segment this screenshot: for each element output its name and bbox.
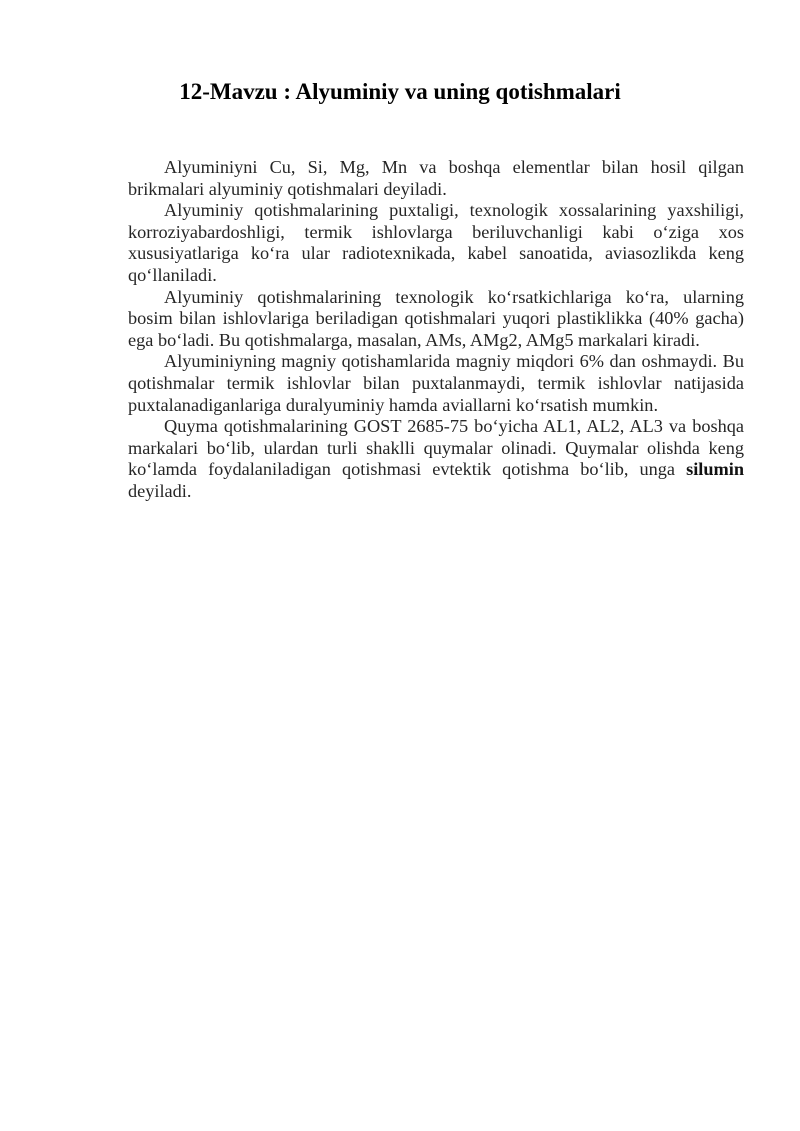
paragraph-4: Alyuminiyning magniy qotishamlarida magniy miqdori 6% dan oshmaydi. Bu qotishmalar termik ishlovlar bilan puxtalanmaydi, termik ishlovlar natijasida puxtalanadiganlariga duralyuminiy hamda aviallarni ko‘rsatish mumkin. [128,351,744,415]
page-title: 12-Mavzu : Alyuminiy va uning qotishmalari [179,79,621,104]
paragraph-5-tail: deyiladi. [128,480,192,501]
paragraph-3: Alyuminiy qotishmalarining texnologik ko‘rsatkichlariga ko‘ra, ularning bosim bilan ishlovlariga beriladigan qotishmalari yuqori plastiklikka (40% gacha) ega bo‘ladi. Bu qotishmalarga, masalan, AMs, AMg2, AMg5 markalari kiradi. [128,286,744,350]
paragraph-5 [128,416,744,502]
bold-term: silumin [686,459,744,480]
document-body [128,157,744,503]
paragraph-1: Alyuminiyni Cu, Si, Mg, Mn va boshqa elementlar bilan hosil qilgan brikmalari alyuminiy qotishmalari deyiladi. [128,157,744,199]
paragraph-5-text: Quyma qotishmalarining GOST 2685-75 bo‘yicha AL1, AL2, AL3 va boshqa markalari bo‘lib, ulardan turli shaklli quymalar olinadi. Quymalar olishda keng ko‘lamda foydalaniladigan qotishmasi evtektik qotishma bo‘lib, unga [128,416,744,480]
paragraph-2: Alyuminiy qotishmalarining puxtaligi, texnologik xossalarining yaxshiligi, korroziyabardoshligi, termik ishlovlarga beriluvchanligi kabi o‘ziga xos xususiyatlariga ko‘ra ular radiotexnikada, kabel sanoatida, aviasozlikda keng qo‘llaniladi. [128,200,744,285]
